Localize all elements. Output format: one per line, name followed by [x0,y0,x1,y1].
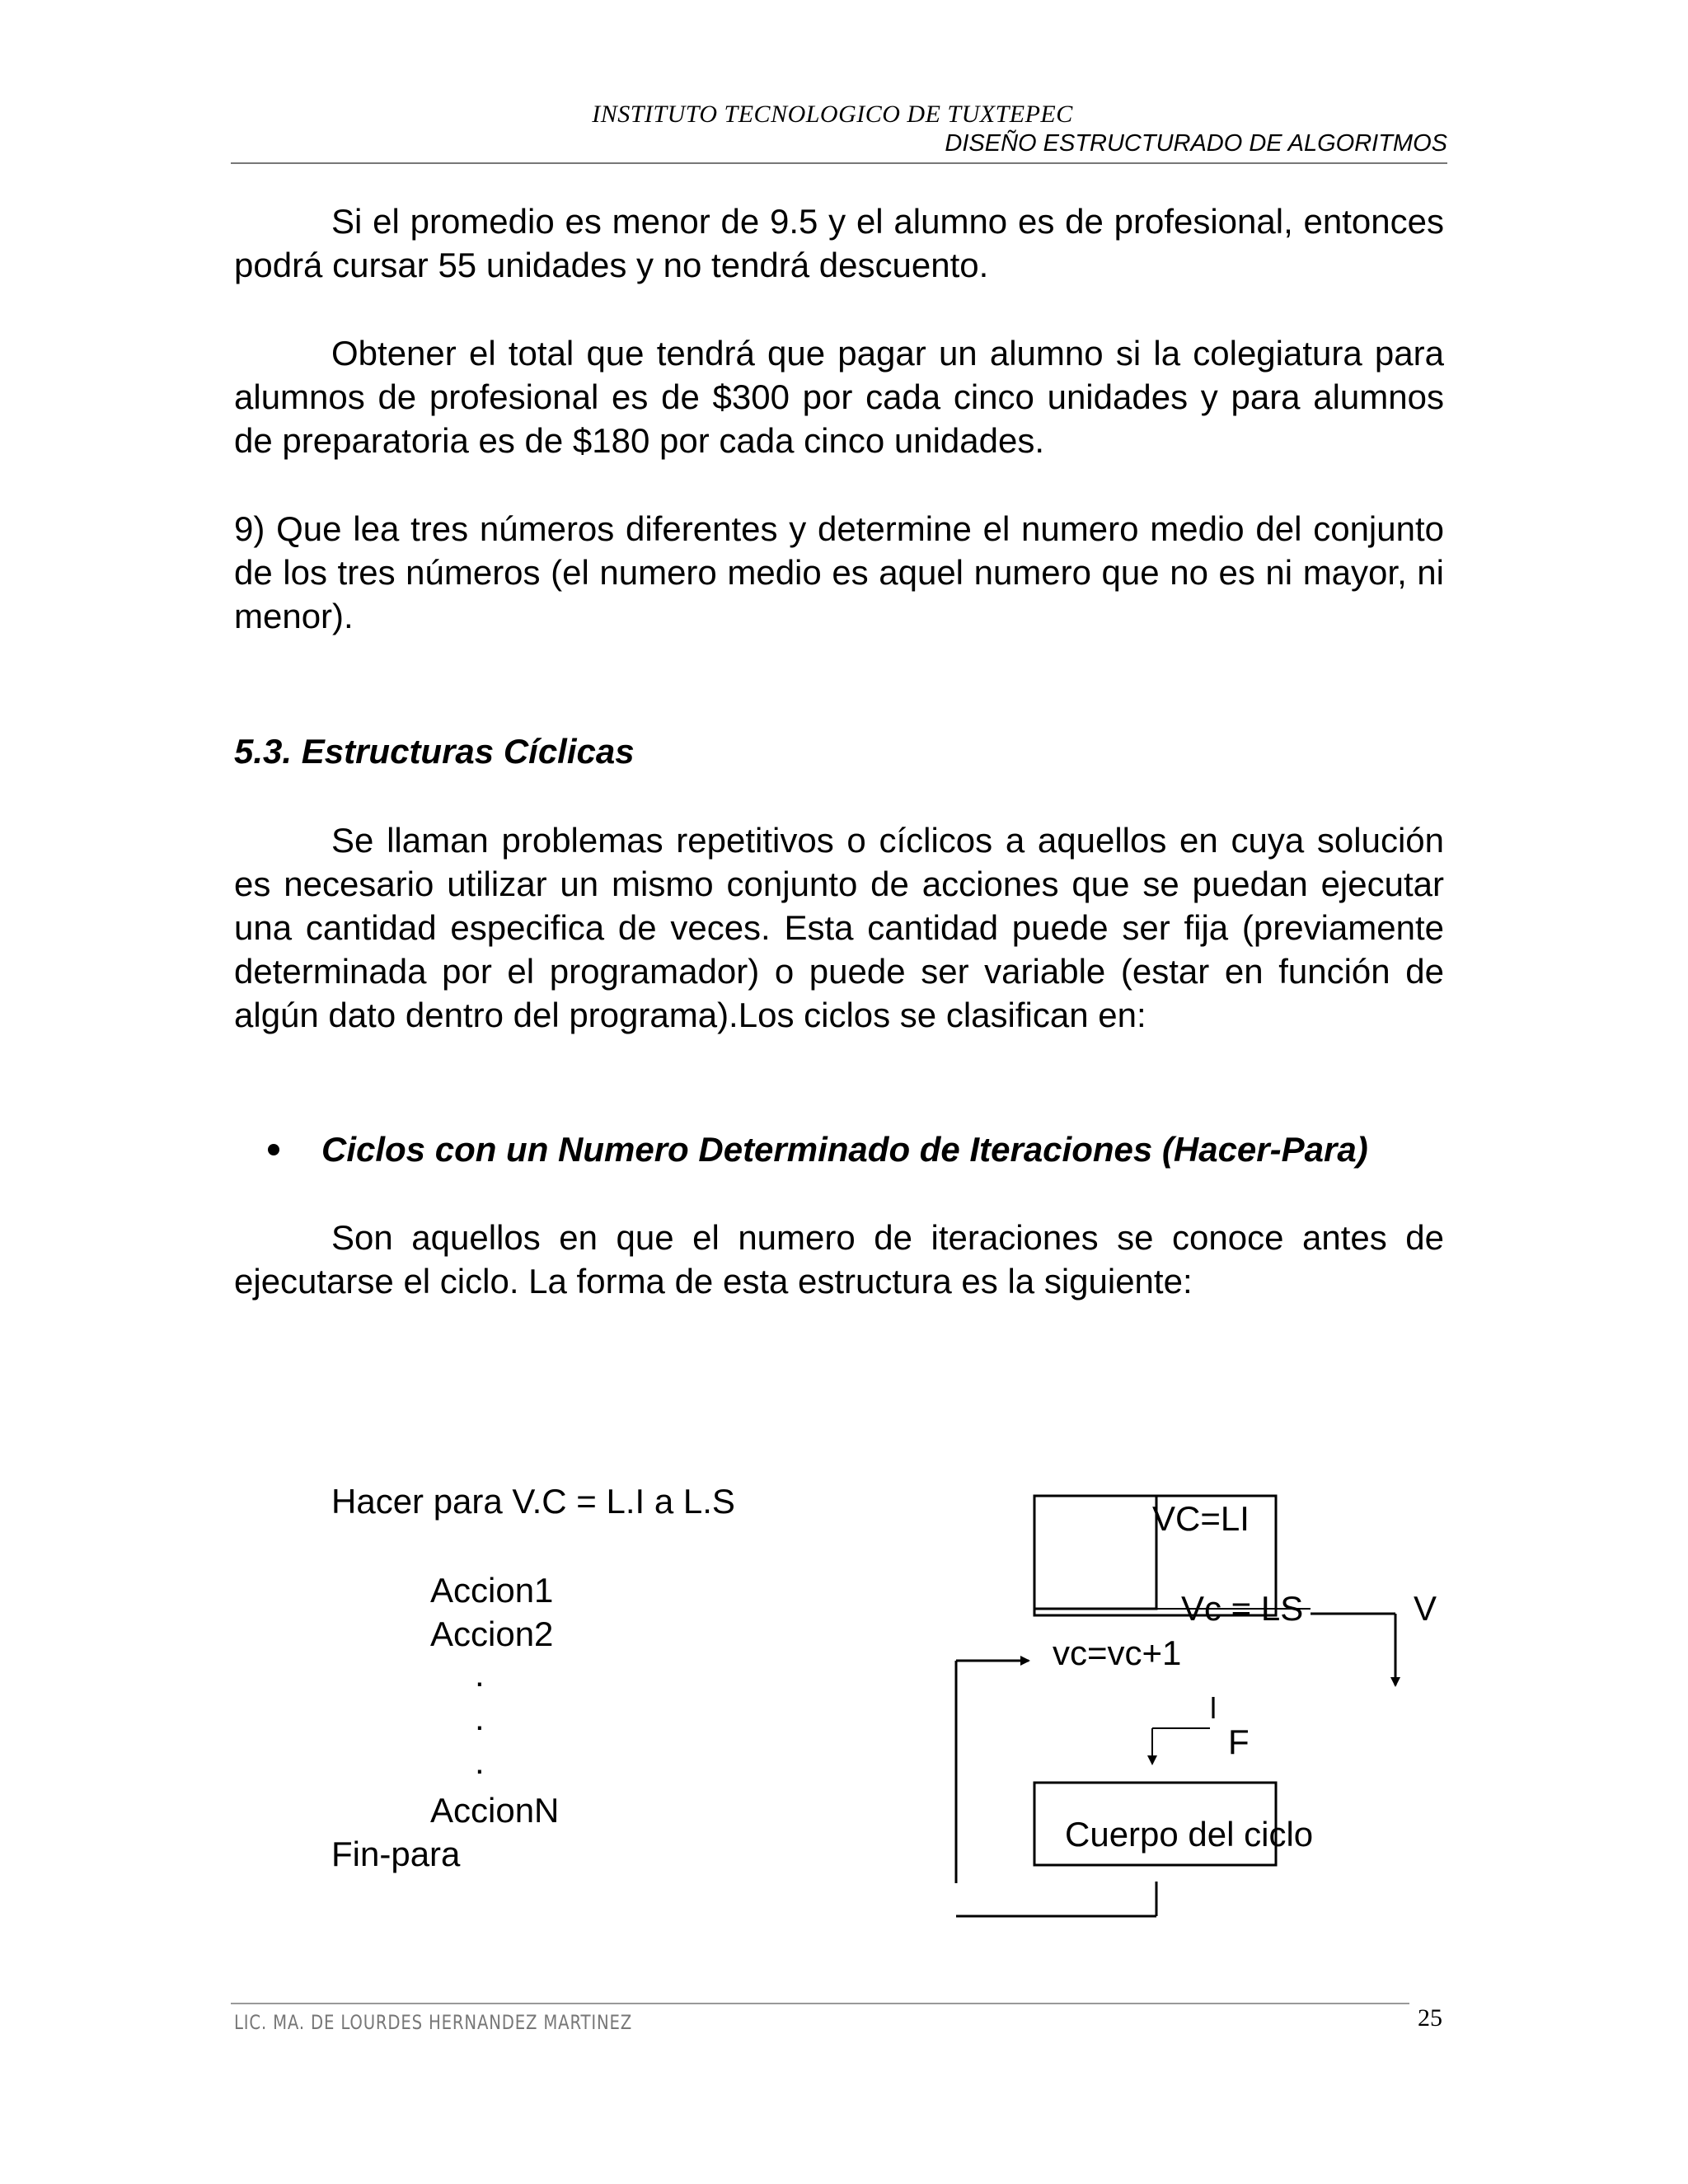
flowchart-false-label: F [1228,1722,1250,1761]
section-title: 5.3. Estructuras Cíclicas [234,732,635,771]
flowchart-marker: l [1210,1691,1217,1725]
flowchart-body-label: Cuerpo del ciclo [1065,1815,1314,1854]
pseudocode-header: Hacer para V.C = L.I a L.S [331,1482,735,1521]
header-institution: INSTITUTO TECNOLOGICO DE TUXTEPEC [592,101,1073,128]
flowchart-inner-box [1034,1496,1156,1609]
pseudocode-ellipsis-2: . [475,1699,485,1737]
pseudocode-end: Fin-para [331,1835,461,1873]
flowchart-init-label: VC=LI [1152,1499,1250,1538]
flowchart-true-label: V [1414,1589,1437,1628]
paragraph-ciclos-intro: Se llaman problemas repetitivos o cíclicos a aquellos en cuya solución es necesario utilizar un mismo conjunto de acciones que se puedan ejecutar una cantidad especifica de veces. Esta cantidad puede ser fija (previamente determinada por el programador) o puede ser variable (estar en función de algún dato dentro del programa).Los ciclos se clasifican en: [234,821,1444,1034]
footer-divider [231,2003,1409,2004]
pseudocode-action-1: Accion1 [430,1571,554,1610]
pseudocode-action-2: Accion2 [430,1615,554,1653]
page-number: 25 [1418,2004,1442,2032]
paragraph-promedio: Si el promedio es menor de 9.5 y el alumno es de profesional, entonces podrá cursar 55 unidades y no tendrá descuento. [234,202,1444,284]
flowchart-increment-label: vc=vc+1 [1053,1633,1182,1672]
paragraph-colegiatura: Obtener el total que tendrá que pagar un alumno si la colegiatura para alumnos de profesional es de $300 por cada cinco unidades y para alumnos de preparatoria es de $180 por cada cinco unidades. [234,334,1444,460]
paragraph-numero-medio: 9) Que lea tres números diferentes y determine el numero medio del conjunto de los tres números (el numero medio es aquel numero que no es ni mayor, ni menor). [234,509,1444,635]
pseudocode-action-n: AccionN [430,1791,560,1830]
flowchart-condition-label: Vc = LS [1181,1589,1304,1628]
paragraph-hacer-para: Son aquellos en que el numero de iteraciones se conoce antes de ejecutarse el ciclo. La forma de esta estructura es la siguiente: [234,1218,1444,1301]
pseudocode-ellipsis-1: . [475,1655,485,1694]
footer-author: LIC. MA. DE LOURDES HERNANDEZ MARTINEZ [234,2011,633,2034]
header-course: DISEÑO ESTRUCTURADO DE ALGORITMOS [945,130,1447,157]
bullet-heading-hacer-para: Ciclos con un Numero Determinado de Iteraciones (Hacer-Para) [321,1130,1368,1169]
pseudocode-ellipsis-3: . [475,1742,485,1781]
